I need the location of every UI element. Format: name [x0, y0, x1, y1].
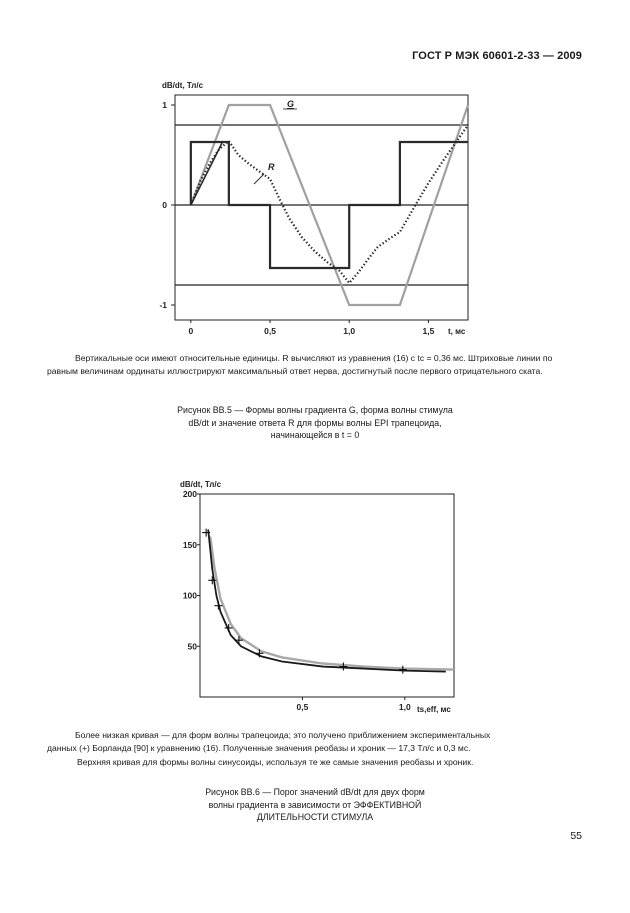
- fig1-x-tick-label: 1,0: [343, 326, 356, 336]
- fig1-x-axis-label: t, мс: [448, 327, 466, 336]
- fig2-y-axis-label: dB/dt, Тл/с: [180, 480, 222, 489]
- fig1-y-tick-label: -1: [159, 300, 167, 310]
- fig1-x-tick-label: 0: [188, 326, 194, 336]
- figure-bb5-chart: [150, 75, 480, 345]
- fig1-label-r: R: [268, 162, 275, 172]
- fig1-caption-line-3: начинающейся в t = 0: [270, 430, 360, 441]
- standard-header: ГОСТ Р МЭК 60601-2-33 — 2009: [412, 50, 582, 62]
- fig2-x-tick-label: 0,5: [296, 702, 309, 712]
- fig2-caption-line-3: ДЛИТЕЛЬНОСТИ СТИМУЛА: [256, 812, 374, 823]
- fig2-note-line-1: Более низкая кривая — для форм волны трапецоида; это получено приближением экспериментальных: [75, 730, 491, 740]
- fig1-y-tick-label: 0: [162, 200, 167, 210]
- fig2-y-tick-label: 100: [182, 590, 197, 601]
- fig2-x-tick-label: 1,0: [398, 702, 411, 712]
- page-number: 55: [570, 830, 582, 842]
- figure-bb6-chart: [170, 478, 470, 718]
- fig1-stimulus-diagonal: [191, 142, 223, 205]
- fig1-y-tick-label: 1: [162, 100, 167, 110]
- fig2-plot: [183, 489, 454, 712]
- fig2-caption-line-1: Рисунок ВВ.6 — Порог значений dB/dt для двух форм: [205, 787, 425, 797]
- fig2-y-tick-label: 200: [182, 489, 197, 499]
- fig2-note-line-2: данных (+) Борланда [90] к уравнению (16). Полученные значения реобазы и хроник — 17,3 Тл/с и 0,3 мс.: [47, 743, 471, 754]
- fig1-label-g: G: [287, 99, 295, 109]
- fig1-y-axis-label: dB/dt, Тл/с: [162, 81, 204, 90]
- fig1-caption-line-1: Рисунок ВВ.5 — Формы волны градиента G, форма волны стимула: [177, 405, 453, 415]
- fig1-caption: [130, 404, 500, 442]
- fig2-series-trapezoid: [208, 530, 446, 672]
- fig2-caption: [130, 786, 500, 824]
- fig2-data-point-plus: [399, 666, 407, 674]
- fig2-x-axis-label: ts,eff, мс: [417, 705, 451, 714]
- fig2-note-line-3: Верхняя кривая для формы волны синусоиды, используя те же самые значения реобазы и хроник.: [77, 756, 474, 767]
- fig2-note: [47, 729, 582, 769]
- fig1-note: Вертикальные оси имеют относительные единицы. R вычисляют из уравнения (16) с tc = 0,36 мс. Штриховые линии по равным величинам ординаты иллюстрируют максимальный ответ нерва, достигнутый после первого отрицательного ската.: [47, 353, 553, 377]
- fig2-y-tick-label: 150: [182, 539, 197, 550]
- fig1-plot: [159, 95, 468, 336]
- fig1-x-tick-label: 0,5: [264, 326, 276, 336]
- fig1-label-r-leader: [254, 174, 264, 184]
- fig2-y-tick-label: 50: [187, 641, 197, 652]
- fig1-caption-line-2: dB/dt и значение ответа R для формы волны EPI трапецоида,: [188, 417, 442, 428]
- fig2-caption-line-2: волны градиента в зависимости от ЭФФЕКТИВНОЙ: [208, 799, 422, 810]
- fig1-x-tick-label: 1,5: [422, 326, 435, 336]
